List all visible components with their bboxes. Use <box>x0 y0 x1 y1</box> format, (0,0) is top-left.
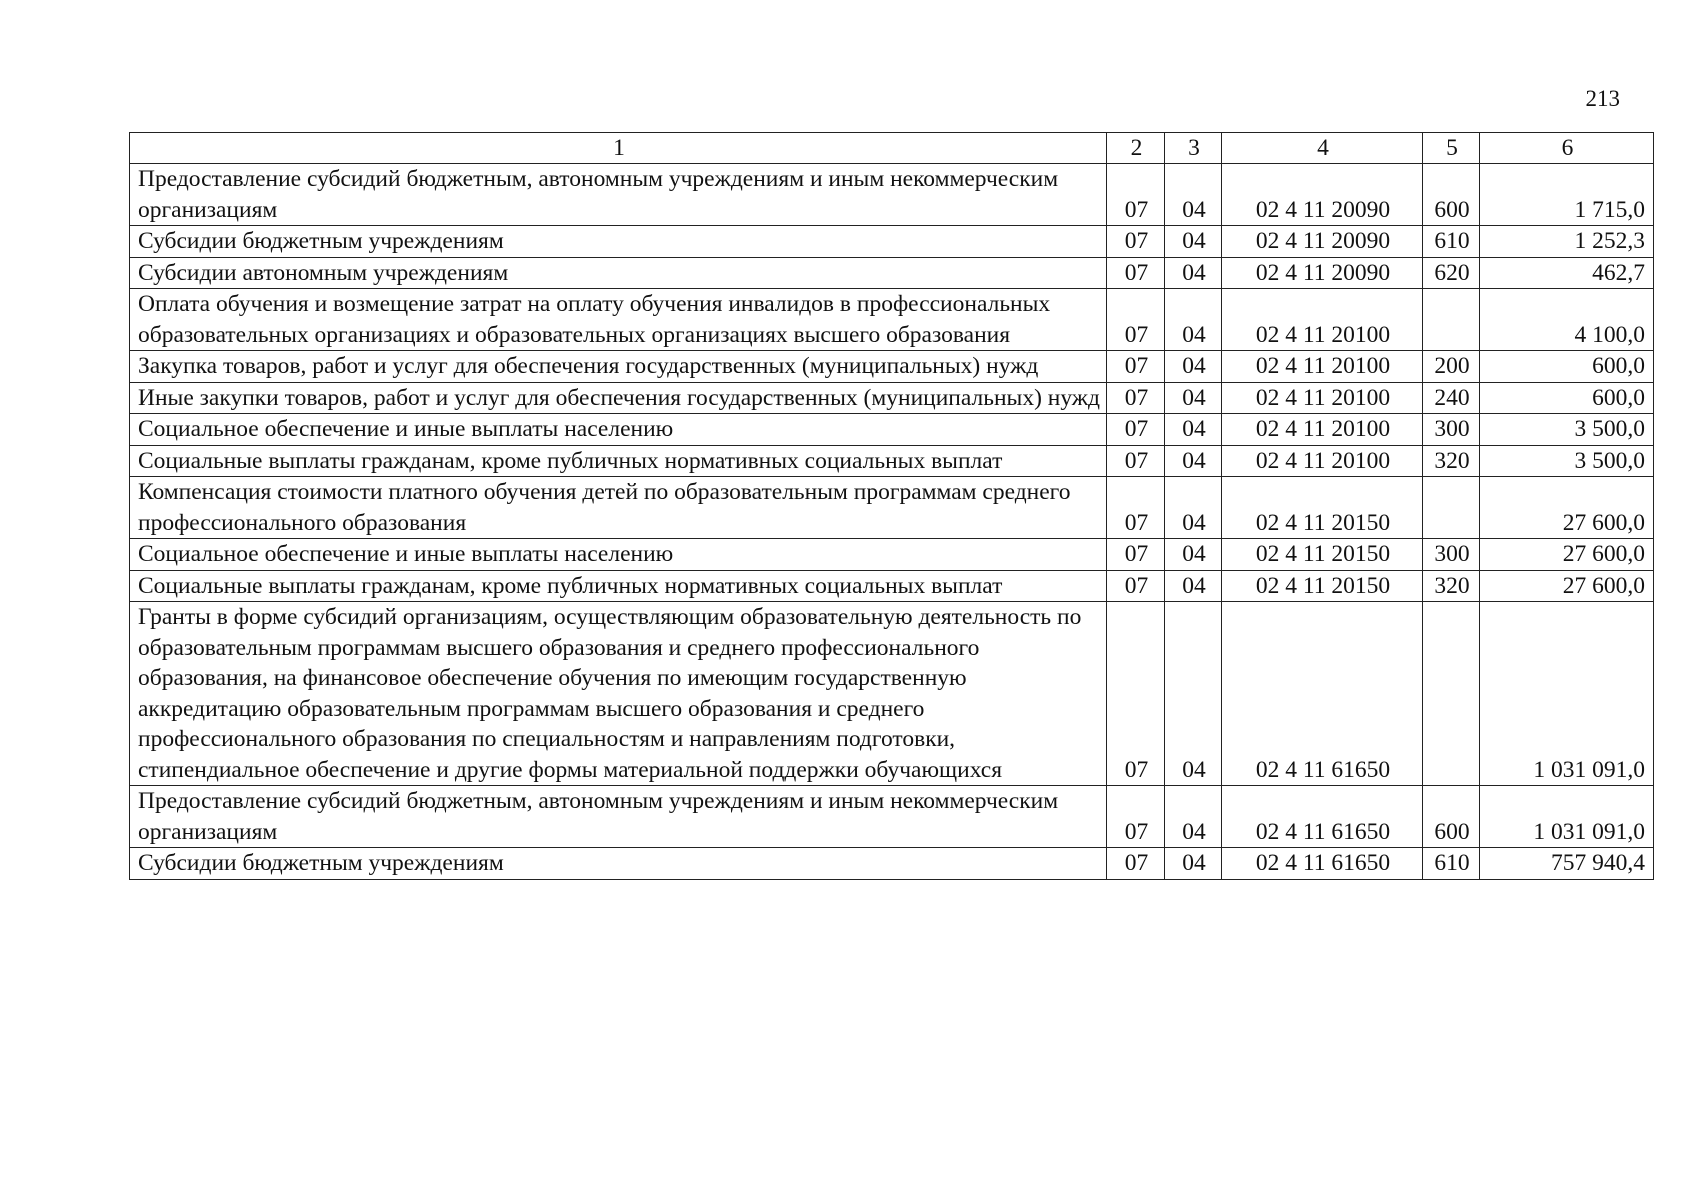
row-target-article-cell: 02 4 11 20100 <box>1222 414 1423 446</box>
table-row <box>130 786 1654 848</box>
row-subsection-cell: 04 <box>1165 570 1222 602</box>
row-expense-type-cell <box>1423 477 1480 539</box>
row-amount-cell: 3 500,0 <box>1480 445 1654 477</box>
row-subsection-cell: 04 <box>1165 445 1222 477</box>
row-amount-cell: 27 600,0 <box>1480 539 1654 571</box>
table-row <box>130 414 1654 446</box>
row-expense-type-cell: 610 <box>1423 848 1480 880</box>
header-cell: 6 <box>1480 133 1654 164</box>
row-amount-cell: 27 600,0 <box>1480 477 1654 539</box>
row-target-article-cell: 02 4 11 61650 <box>1222 786 1423 848</box>
row-expense-type-cell: 600 <box>1423 164 1480 226</box>
row-expense-type-cell: 300 <box>1423 414 1480 446</box>
row-section-cell: 07 <box>1107 539 1165 571</box>
table-row <box>130 445 1654 477</box>
table-row <box>130 164 1654 226</box>
row-name-cell: Субсидии бюджетным учреждениям <box>130 848 1107 880</box>
row-section-cell: 07 <box>1107 570 1165 602</box>
row-amount-cell: 4 100,0 <box>1480 289 1654 351</box>
table-row <box>130 570 1654 602</box>
row-expense-type-cell: 200 <box>1423 351 1480 383</box>
row-target-article-cell: 02 4 11 20100 <box>1222 351 1423 383</box>
row-amount-cell: 27 600,0 <box>1480 570 1654 602</box>
row-name-cell: Социальные выплаты гражданам, кроме публичных нормативных социальных выплат <box>130 445 1107 477</box>
table-row <box>130 226 1654 258</box>
row-name-cell: Социальное обеспечение и иные выплаты населению <box>130 414 1107 446</box>
row-target-article-cell: 02 4 11 20150 <box>1222 539 1423 571</box>
row-amount-cell: 757 940,4 <box>1480 848 1654 880</box>
row-subsection-cell: 04 <box>1165 848 1222 880</box>
header-cell: 3 <box>1165 133 1222 164</box>
row-target-article-cell: 02 4 11 61650 <box>1222 848 1423 880</box>
row-subsection-cell: 04 <box>1165 289 1222 351</box>
header-cell: 2 <box>1107 133 1165 164</box>
table-row <box>130 602 1654 786</box>
row-section-cell: 07 <box>1107 414 1165 446</box>
row-section-cell: 07 <box>1107 257 1165 289</box>
row-name-cell: Иные закупки товаров, работ и услуг для обеспечения государственных (муниципальных) нужд <box>130 382 1107 414</box>
table-row <box>130 477 1654 539</box>
row-name-cell: Предоставление субсидий бюджетным, автономным учреждениям и иным некоммерческим организациям <box>130 786 1107 848</box>
row-target-article-cell: 02 4 11 20100 <box>1222 445 1423 477</box>
budget-table <box>129 132 1654 880</box>
header-cell: 1 <box>130 133 1107 164</box>
row-expense-type-cell: 610 <box>1423 226 1480 258</box>
row-expense-type-cell <box>1423 602 1480 786</box>
row-amount-cell: 3 500,0 <box>1480 414 1654 446</box>
row-section-cell: 07 <box>1107 602 1165 786</box>
table-row <box>130 351 1654 383</box>
page-number: 213 <box>1585 86 1620 111</box>
row-subsection-cell: 04 <box>1165 351 1222 383</box>
row-amount-cell: 1 031 091,0 <box>1480 786 1654 848</box>
row-expense-type-cell: 600 <box>1423 786 1480 848</box>
row-section-cell: 07 <box>1107 445 1165 477</box>
table-header-row <box>130 133 1654 164</box>
row-name-cell: Субсидии автономным учреждениям <box>130 257 1107 289</box>
row-target-article-cell: 02 4 11 20150 <box>1222 477 1423 539</box>
row-section-cell: 07 <box>1107 351 1165 383</box>
row-expense-type-cell <box>1423 289 1480 351</box>
row-subsection-cell: 04 <box>1165 414 1222 446</box>
row-target-article-cell: 02 4 11 20150 <box>1222 570 1423 602</box>
row-section-cell: 07 <box>1107 477 1165 539</box>
row-section-cell: 07 <box>1107 786 1165 848</box>
header-cell: 4 <box>1222 133 1423 164</box>
row-expense-type-cell: 620 <box>1423 257 1480 289</box>
row-target-article-cell: 02 4 11 20100 <box>1222 382 1423 414</box>
row-name-cell: Субсидии бюджетным учреждениям <box>130 226 1107 258</box>
table-row <box>130 382 1654 414</box>
table-row <box>130 848 1654 880</box>
row-target-article-cell: 02 4 11 20100 <box>1222 289 1423 351</box>
row-expense-type-cell: 240 <box>1423 382 1480 414</box>
row-section-cell: 07 <box>1107 848 1165 880</box>
row-section-cell: 07 <box>1107 382 1165 414</box>
row-amount-cell: 1 715,0 <box>1480 164 1654 226</box>
table-row <box>130 289 1654 351</box>
row-target-article-cell: 02 4 11 20090 <box>1222 226 1423 258</box>
row-name-cell: Закупка товаров, работ и услуг для обеспечения государственных (муниципальных) нужд <box>130 351 1107 383</box>
row-expense-type-cell: 320 <box>1423 445 1480 477</box>
row-amount-cell: 600,0 <box>1480 351 1654 383</box>
row-section-cell: 07 <box>1107 289 1165 351</box>
row-subsection-cell: 04 <box>1165 257 1222 289</box>
row-name-cell: Компенсация стоимости платного обучения детей по образовательным программам среднего профессионального образования <box>130 477 1107 539</box>
row-expense-type-cell: 300 <box>1423 539 1480 571</box>
row-target-article-cell: 02 4 11 61650 <box>1222 602 1423 786</box>
table-row <box>130 539 1654 571</box>
header-cell: 5 <box>1423 133 1480 164</box>
row-subsection-cell: 04 <box>1165 539 1222 571</box>
row-target-article-cell: 02 4 11 20090 <box>1222 164 1423 226</box>
table-row <box>130 257 1654 289</box>
row-subsection-cell: 04 <box>1165 382 1222 414</box>
row-amount-cell: 1 252,3 <box>1480 226 1654 258</box>
row-amount-cell: 462,7 <box>1480 257 1654 289</box>
row-subsection-cell: 04 <box>1165 602 1222 786</box>
row-name-cell: Социальное обеспечение и иные выплаты населению <box>130 539 1107 571</box>
row-target-article-cell: 02 4 11 20090 <box>1222 257 1423 289</box>
row-section-cell: 07 <box>1107 226 1165 258</box>
row-amount-cell: 1 031 091,0 <box>1480 602 1654 786</box>
row-subsection-cell: 04 <box>1165 786 1222 848</box>
row-name-cell: Оплата обучения и возмещение затрат на оплату обучения инвалидов в профессиональных образовательных организациях и образовательных организациях высшего образования <box>130 289 1107 351</box>
row-name-cell: Предоставление субсидий бюджетным, автономным учреждениям и иным некоммерческим организациям <box>130 164 1107 226</box>
row-expense-type-cell: 320 <box>1423 570 1480 602</box>
row-subsection-cell: 04 <box>1165 164 1222 226</box>
row-name-cell: Гранты в форме субсидий организациям, осуществляющим образовательную деятельность по образовательным программам высшего образования и среднего профессионального образования, на финансовое обеспечение обучения по имеющим государственную аккредитацию образовательным программам высшего образования и среднего профессионального образования по специальностям и направлениям подготовки, стипендиальное обеспечение и другие формы материальной поддержки обучающихся <box>130 602 1107 786</box>
row-amount-cell: 600,0 <box>1480 382 1654 414</box>
row-subsection-cell: 04 <box>1165 226 1222 258</box>
row-subsection-cell: 04 <box>1165 477 1222 539</box>
row-section-cell: 07 <box>1107 164 1165 226</box>
row-name-cell: Социальные выплаты гражданам, кроме публичных нормативных социальных выплат <box>130 570 1107 602</box>
budget-table-body <box>130 133 1654 880</box>
